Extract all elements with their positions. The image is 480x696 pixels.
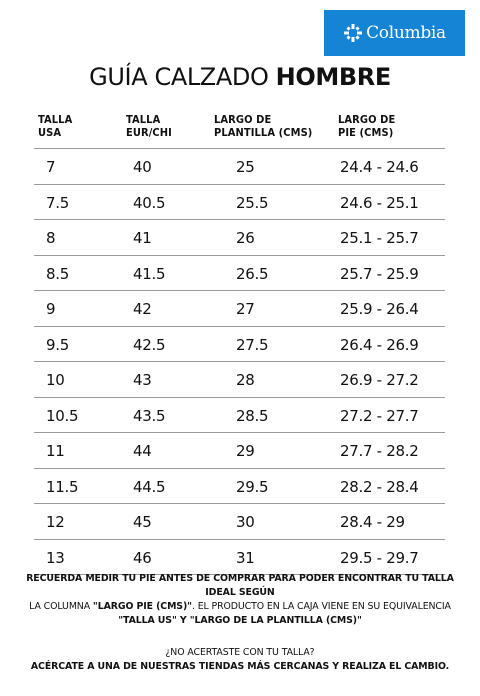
size-usa: 9.5 — [46, 335, 69, 354]
title-light: GUÍA CALZADO — [89, 63, 276, 91]
table-row — [34, 540, 445, 576]
table-row — [34, 398, 445, 434]
size-eur: 42.5 — [133, 335, 166, 354]
size-eur: 45 — [133, 513, 152, 531]
table-row — [34, 148, 445, 185]
brand-name: Columbia — [366, 23, 446, 43]
size-usa: 11 — [46, 442, 65, 460]
foot-length: 26.9 - 27.2 — [340, 371, 419, 389]
table-row — [34, 291, 445, 327]
size-usa: 7.5 — [46, 193, 69, 212]
table-row — [34, 469, 445, 505]
insole-length: 27.5 — [236, 335, 269, 354]
insole-length: 25 — [236, 158, 255, 176]
size-usa: 8.5 — [46, 264, 69, 283]
insole-length: 25.5 — [236, 193, 269, 212]
table-row — [34, 327, 445, 363]
header-largo-plantilla: LARGO DE PLANTILLA (CMS) — [214, 113, 313, 139]
table-row — [34, 220, 445, 256]
size-eur: 42 — [133, 300, 152, 318]
header-talla-eur: TALLA EUR/CHI — [126, 113, 172, 139]
header-largo-pie: LARGO DE PIE (CMS) — [338, 113, 396, 139]
size-table — [34, 148, 445, 575]
size-usa: 12 — [46, 513, 65, 531]
table-row — [34, 362, 445, 398]
foot-length: 28.2 - 28.4 — [340, 477, 419, 496]
size-eur: 40.5 — [133, 193, 166, 212]
insole-length: 28 — [236, 371, 255, 389]
footer-note — [10, 646, 470, 674]
size-eur: 41.5 — [133, 264, 166, 283]
page-title — [0, 63, 480, 91]
size-eur: 44.5 — [133, 477, 166, 496]
size-usa: 11.5 — [46, 477, 79, 496]
size-usa: 10.5 — [46, 406, 79, 425]
foot-length: 25.9 - 26.4 — [340, 300, 419, 318]
foot-length: 24.4 - 24.6 — [340, 158, 419, 176]
foot-length: 28.4 - 29 — [340, 513, 405, 531]
size-eur: 43.5 — [133, 406, 166, 425]
size-usa: 7 — [46, 158, 56, 176]
columbia-diamond-icon — [343, 23, 363, 43]
table-row — [34, 256, 445, 292]
size-usa: 13 — [46, 548, 65, 567]
foot-length: 27.7 - 28.2 — [340, 442, 419, 460]
footer-instruction: ACÉRCATE A UNA DE NUESTRAS TIENDAS MÁS CERCANAS Y REALIZA EL CAMBIO. — [30, 661, 450, 672]
insole-length: 26 — [236, 229, 255, 247]
columbia-logo — [324, 10, 465, 56]
foot-length: 27.2 - 27.7 — [340, 406, 419, 425]
note-line-1: RECUERDA MEDIR TU PIE ANTES DE COMPRAR PARA PODER ENCONTRAR TU TALLA IDEAL SEGÚN — [26, 573, 454, 598]
note-line-2: LA COLUMNA "LARGO PIE (CMS)". EL PRODUCTO EN LA CAJA VIENE EN SU EQUIVALENCIA — [29, 601, 451, 612]
footer-question: ¿NO ACERTASTE CON TU TALLA? — [165, 647, 315, 658]
insole-length: 28.5 — [236, 406, 269, 425]
size-usa: 8 — [46, 229, 56, 247]
insole-length: 27 — [236, 300, 255, 318]
title-bold: HOMBRE — [275, 63, 391, 91]
foot-length: 29.5 - 29.7 — [340, 548, 419, 567]
size-usa: 10 — [46, 371, 65, 389]
table-headers — [0, 113, 480, 147]
insole-length: 29 — [236, 442, 255, 460]
table-row — [34, 504, 445, 540]
size-eur: 40 — [133, 158, 152, 176]
table-row — [34, 433, 445, 469]
foot-length: 24.6 - 25.1 — [340, 193, 419, 212]
insole-length: 29.5 — [236, 477, 269, 496]
insole-length: 31 — [236, 548, 255, 567]
table-row — [34, 185, 445, 221]
note-line-3: "TALLA US" Y "LARGO DE LA PLANTILLA (CMS)" — [118, 615, 362, 626]
foot-length: 26.4 - 26.9 — [340, 335, 419, 354]
header-talla-usa: TALLA USA — [38, 113, 73, 139]
size-eur: 41 — [133, 229, 152, 247]
foot-length: 25.7 - 25.9 — [340, 264, 419, 283]
size-eur: 43 — [133, 371, 152, 389]
size-usa: 9 — [46, 300, 56, 318]
insole-length: 30 — [236, 513, 255, 531]
size-eur: 44 — [133, 442, 152, 460]
measure-note — [10, 572, 470, 628]
foot-length: 25.1 - 25.7 — [340, 229, 419, 247]
size-eur: 46 — [133, 548, 152, 567]
insole-length: 26.5 — [236, 264, 269, 283]
